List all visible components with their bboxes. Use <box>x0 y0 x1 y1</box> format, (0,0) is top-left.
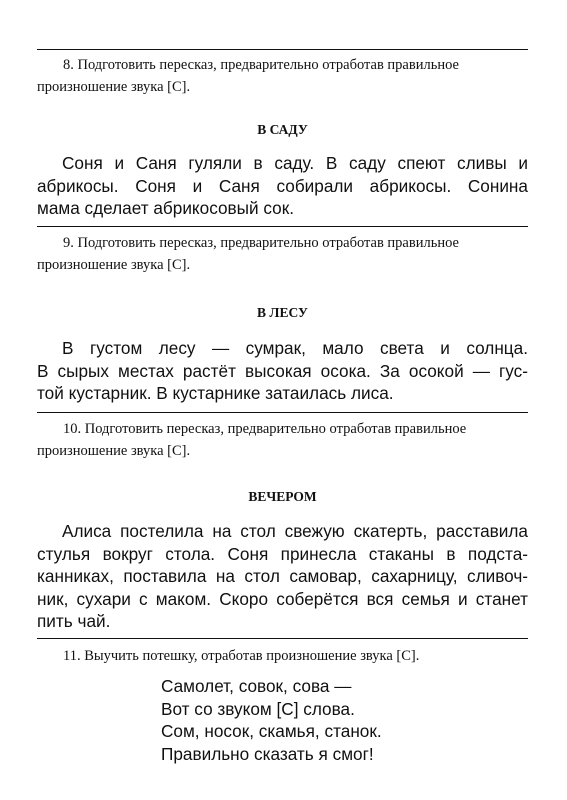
poem-line: Правильно сказать я смог! <box>161 743 374 764</box>
task-instruction-9 <box>37 232 528 276</box>
story-line: канниках, поставила на стол самовар, сахарницу, сливоч- <box>37 566 528 586</box>
story-line: В густом лесу — сумрак, мало света и солнца. <box>62 338 528 358</box>
story-line: В сырых местах растёт высокая осока. За осокой — гус- <box>37 360 528 381</box>
section-divider <box>37 49 528 50</box>
story-text-v-sadu <box>37 152 528 220</box>
task-instruction-8 <box>37 54 528 98</box>
story-line: Соня и Саня гуляли в саду. В саду спеют сливы и <box>62 153 528 173</box>
instruction-line: 9. Подготовить пересказ, предварительно отработав правильное <box>63 235 459 251</box>
story-line: абрикосы. Соня и Саня собирали абрикосы. Сонина <box>37 175 528 196</box>
instruction-line: 11. Выучить потешку, отработав произношение звука [С]. <box>63 648 420 664</box>
story-line: ник, сухари с маком. Скоро соберётся вся семья и станет <box>37 588 528 609</box>
poem-line: Самолет, совок, сова — <box>161 676 352 696</box>
story-title-v-sadu: В САДУ <box>257 122 308 137</box>
instruction-line: произношение звука [С]. <box>37 79 191 95</box>
story-line: Алиса постелила на стол свежую скатерть, расставила <box>62 521 528 541</box>
instruction-line: произношение звука [С]. <box>37 443 191 459</box>
story-line: той кустарник. В кустарнике затаилась лиса. <box>37 383 394 403</box>
section-divider <box>37 412 528 413</box>
poem-line: Сом, носок, скамья, станок. <box>161 721 382 741</box>
instruction-line: произношение звука [С]. <box>37 257 191 273</box>
story-title-vecherom: ВЕЧЕРОМ <box>248 489 317 504</box>
section-divider <box>37 226 528 227</box>
task-instruction-10 <box>37 418 528 462</box>
story-text-vecherom <box>37 520 528 633</box>
poem-line: Вот со звуком [С] слова. <box>161 698 355 719</box>
instruction-line: 10. Подготовить пересказ, предварительно отработав правильное <box>63 421 467 437</box>
story-title-v-lesu: В ЛЕСУ <box>257 305 308 320</box>
story-line: стулья вокруг стола. Соня принесла стаканы в подста- <box>37 543 528 564</box>
story-text-v-lesu <box>37 337 528 405</box>
section-divider <box>37 638 528 639</box>
task-instruction-11 <box>37 645 528 667</box>
story-line: мама сделает абрикосовый сок. <box>37 198 295 218</box>
instruction-line: 8. Подготовить пересказ, предварительно отработав правильное <box>63 57 459 73</box>
poem-text <box>161 675 521 765</box>
story-line: пить чай. <box>37 611 111 631</box>
